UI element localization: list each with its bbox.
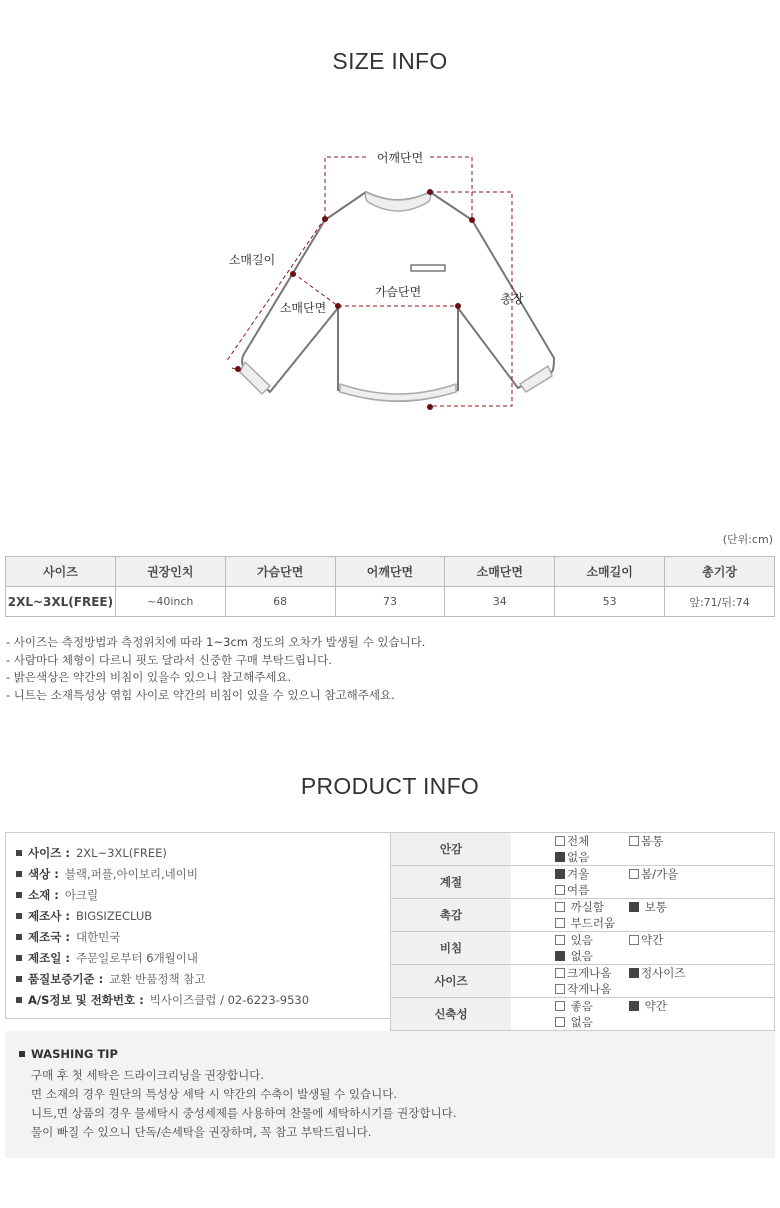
attribute-option [629,866,703,882]
size-cell: ~40inch [115,587,225,617]
label-shoulder: 어깨단면 [376,151,424,165]
size-notes [6,634,425,704]
square-bullet-icon [16,934,22,940]
size-table [5,556,775,617]
list-item: 사이즈 : 2XL~3XL(FREE) [16,843,309,864]
attribute-options [511,932,775,965]
list-item: 물이 빠질 수 있으니 단독/손세탁을 권장하며, 꼭 참고 부탁드립니다. [31,1125,372,1139]
attribute-label: 사이즈 [391,965,512,998]
product-info-title: PRODUCT INFO [300,773,480,799]
attribute-options [511,866,775,899]
attribute-option-label: 없음 [567,850,590,864]
size-info-title: SIZE INFO [332,48,448,74]
checked-box-icon [555,869,565,879]
sweater-measurement-diagram [0,140,780,430]
unchecked-box-icon [555,935,565,945]
size-table-header-row [6,557,775,587]
unit-label: (단위:cm) [722,533,773,546]
point-cuff [235,366,241,372]
list-item: - 사이즈는 측정방법과 측정위치에 따라 1~3cm 정도의 오차가 발생될 수 있습니다. [6,635,426,649]
list-item: - 사람마다 체형이 다르니 핏도 달라서 신중한 구매 부탁드립니다. [6,652,332,667]
label-sleeve-length: 소매길이 [228,253,276,267]
checked-box-icon [555,852,565,862]
size-cell: 53 [555,587,665,617]
attribute-option [555,932,629,948]
attribute-options [511,965,775,998]
attribute-option-label: 약간 [641,933,664,947]
size-cell: 34 [445,587,555,617]
size-table-header: 가슴단면 [225,557,335,587]
checked-box-icon [555,951,565,961]
checked-box-icon [629,1001,639,1011]
square-bullet-icon [16,976,22,982]
washing-tip-list [31,1066,456,1142]
size-cell: 68 [225,587,335,617]
attribute-option-label: 크게나옴 [567,966,612,980]
attribute-options [511,899,775,932]
list-item: 니트,면 상품의 경우 물세탁시 중성세제를 사용하여 찬물에 세탁하시기를 권장합니다. [31,1106,457,1120]
point-shoulder-left [322,216,328,222]
attribute-label: 안감 [391,833,512,866]
attribute-option-label: 전체 [567,834,590,848]
table-row [6,587,775,617]
attribute-options [511,998,775,1031]
attribute-option [629,899,703,915]
table-row [391,998,775,1031]
table-row [391,899,775,932]
attribute-option [555,981,629,997]
unchecked-box-icon [555,885,565,895]
attribute-option-label: 겨울 [567,867,590,881]
unchecked-box-icon [555,1001,565,1011]
point-hem [427,404,433,410]
attribute-option-label: 몸통 [641,834,664,848]
attribute-option [555,948,629,964]
attribute-option-label: 없음 [567,949,593,963]
attribute-option [555,899,629,915]
attribute-option [555,882,629,898]
size-table-header: 어깨단면 [335,557,445,587]
attribute-option [629,833,703,849]
washing-tip-box [5,1031,775,1158]
attribute-option-label: 부드러움 [567,916,616,930]
unchecked-box-icon [555,968,565,978]
attribute-option [555,915,629,931]
attribute-option [555,1014,629,1030]
list-item: - 니트는 소재특성상 엮힘 사이로 약간의 비침이 있을 수 있으니 참고해주세요. [6,687,395,702]
size-table-header: 소매길이 [555,557,665,587]
list-item: 제조일 : 주문일로부터 6개월이내 [16,948,309,969]
list-item: - 밝은색상은 약간의 비침이 있을수 있으니 참고해주세요. [6,670,292,684]
unchecked-box-icon [555,836,565,846]
square-bullet-icon [16,850,22,856]
point-chest-left [335,303,341,309]
square-bullet-icon [16,955,22,961]
point-shoulder-right [469,217,475,223]
label-chest: 가슴단면 [374,285,422,299]
attribute-label: 계절 [391,866,512,899]
label-sleeve-width: 소매단면 [279,301,327,315]
attribute-option [629,965,703,981]
attribute-option-label: 없음 [567,1015,593,1029]
attribute-option [555,833,629,849]
size-table-header: 사이즈 [6,557,116,587]
attribute-option-label: 작게나옴 [567,982,612,996]
table-row [391,965,775,998]
unchecked-box-icon [629,836,639,846]
point-neck [427,189,433,195]
size-table-header: 권장인치 [115,557,225,587]
attribute-label: 촉감 [391,899,512,932]
washing-tip-heading: WASHING TIP [19,1047,118,1061]
unchecked-box-icon [555,902,565,912]
size-cell: 2XL~3XL(FREE) [6,587,116,617]
point-chest-right [455,303,461,309]
attribute-label: 신축성 [391,998,512,1031]
size-cell: 73 [335,587,445,617]
table-row [391,932,775,965]
product-attributes-table [390,832,775,1031]
unchecked-box-icon [629,869,639,879]
attribute-option [555,866,629,882]
square-bullet-icon [16,892,22,898]
chest-pocket [411,265,445,271]
product-details-box [5,832,391,1019]
list-item: 색상 : 블랙,퍼플,아이보리,네이비 [16,864,309,885]
attribute-option-label: 있음 [567,933,593,947]
attribute-option [555,849,629,865]
list-item: 구매 후 첫 세탁은 드라이크리닝을 권장합니다. [31,1068,265,1082]
list-item: 면 소재의 경우 원단의 특성상 세탁 시 약간의 수축이 발생될 수 있습니다. [31,1087,398,1101]
square-bullet-icon [16,913,22,919]
unchecked-box-icon [629,935,639,945]
attribute-option [555,998,629,1014]
checked-box-icon [629,968,639,978]
list-item: 제조국 : 대한민국 [16,927,309,948]
table-row [391,866,775,899]
attribute-option-label: 여름 [567,883,590,897]
list-item: A/S정보 및 전화번호 : 빅사이즈클럽 / 02-6223-9530 [16,990,309,1011]
square-bullet-icon [16,871,22,877]
attribute-option-label: 까실함 [567,900,604,914]
size-cell: 앞:71/뒤:74 [665,587,775,617]
label-total-length: 총장 [500,292,524,306]
attribute-option [629,932,703,948]
attribute-option-label: 정사이즈 [641,966,686,980]
attribute-option-label: 좋음 [567,999,593,1013]
checked-box-icon [629,902,639,912]
product-details-list [16,843,309,1011]
attribute-option [555,965,629,981]
attribute-option [629,998,703,1014]
attribute-label: 비침 [391,932,512,965]
unchecked-box-icon [555,918,565,928]
unchecked-box-icon [555,984,565,994]
attribute-option-label: 약간 [641,999,667,1013]
attribute-option-label: 봄/가을 [641,867,679,881]
square-bullet-icon [19,1051,25,1057]
unchecked-box-icon [555,1017,565,1027]
list-item: 소재 : 아크릴 [16,885,309,906]
attribute-option-label: 보통 [641,900,667,914]
list-item: 제조사 : BIGSIZECLUB [16,906,309,927]
list-item: 품질보증기준 : 교환 반품정책 참고 [16,969,309,990]
square-bullet-icon [16,997,22,1003]
attribute-options [511,833,775,866]
size-table-header: 소매단면 [445,557,555,587]
point-sleeve-mid [290,271,296,277]
size-table-header: 총기장 [665,557,775,587]
table-row [391,833,775,866]
